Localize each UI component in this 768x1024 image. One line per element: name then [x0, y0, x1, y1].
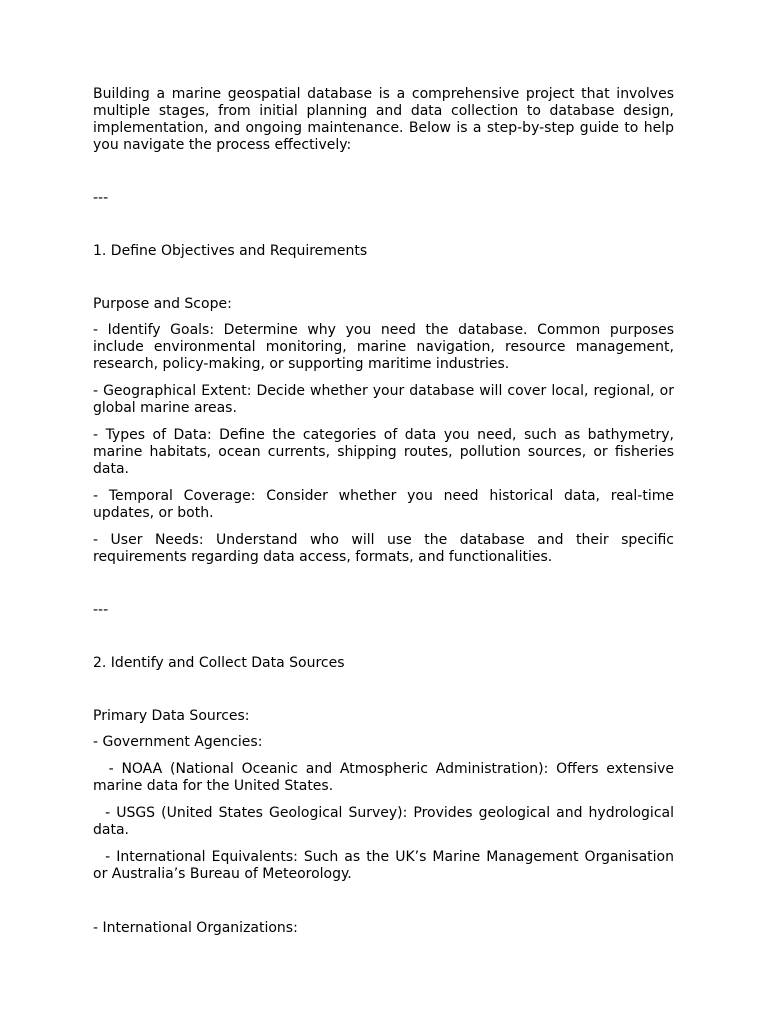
- sub-list-item: - USGS (United States Geological Survey): Provides geological and hydrological data.: [93, 805, 679, 838]
- list-item: - Identify Goals: Determine why you need the database. Common purposes include environmental monitoring, marine navigation, resource management, research, policy-making, or supporting maritime industries.: [93, 322, 674, 372]
- list-item: - Geographical Extent: Decide whether your database will cover local, regional, or global marine areas.: [93, 383, 674, 416]
- subheading: Primary Data Sources:: [93, 708, 250, 724]
- intro-paragraph: Building a marine geospatial database is a comprehensive project that involves multiple stages, from initial planning and data collection to database design, implementation, and ongoing maintenance. Below is a step-by-step guide to help you navigate the process effectively:: [93, 86, 674, 153]
- sub-list-item: - International Equivalents: Such as the UK’s Marine Management Organisation or Australia’s Bureau of Meteorology.: [93, 849, 679, 882]
- separator: ---: [93, 602, 109, 618]
- document-page: [93, 86, 679, 937]
- list-item: - Temporal Coverage: Consider whether you need historical data, real-time updates, or both.: [93, 488, 674, 521]
- separator: ---: [93, 190, 109, 206]
- list-item: - International Organizations:: [93, 920, 298, 936]
- list-item: - Government Agencies:: [93, 734, 263, 750]
- section-heading: 1. Define Objectives and Requirements: [93, 243, 368, 259]
- list-item: - Types of Data: Define the categories of data you need, such as bathymetry, marine habitats, ocean currents, shipping routes, pollution sources, or fisheries data.: [93, 427, 674, 477]
- list-item: - User Needs: Understand who will use the database and their specific requirements regarding data access, formats, and functionalities.: [93, 532, 674, 565]
- section-heading: 2. Identify and Collect Data Sources: [93, 655, 345, 671]
- sub-list-item: - NOAA (National Oceanic and Atmospheric Administration): Offers extensive marine data for the United States.: [93, 761, 679, 794]
- subheading: Purpose and Scope:: [93, 296, 232, 312]
